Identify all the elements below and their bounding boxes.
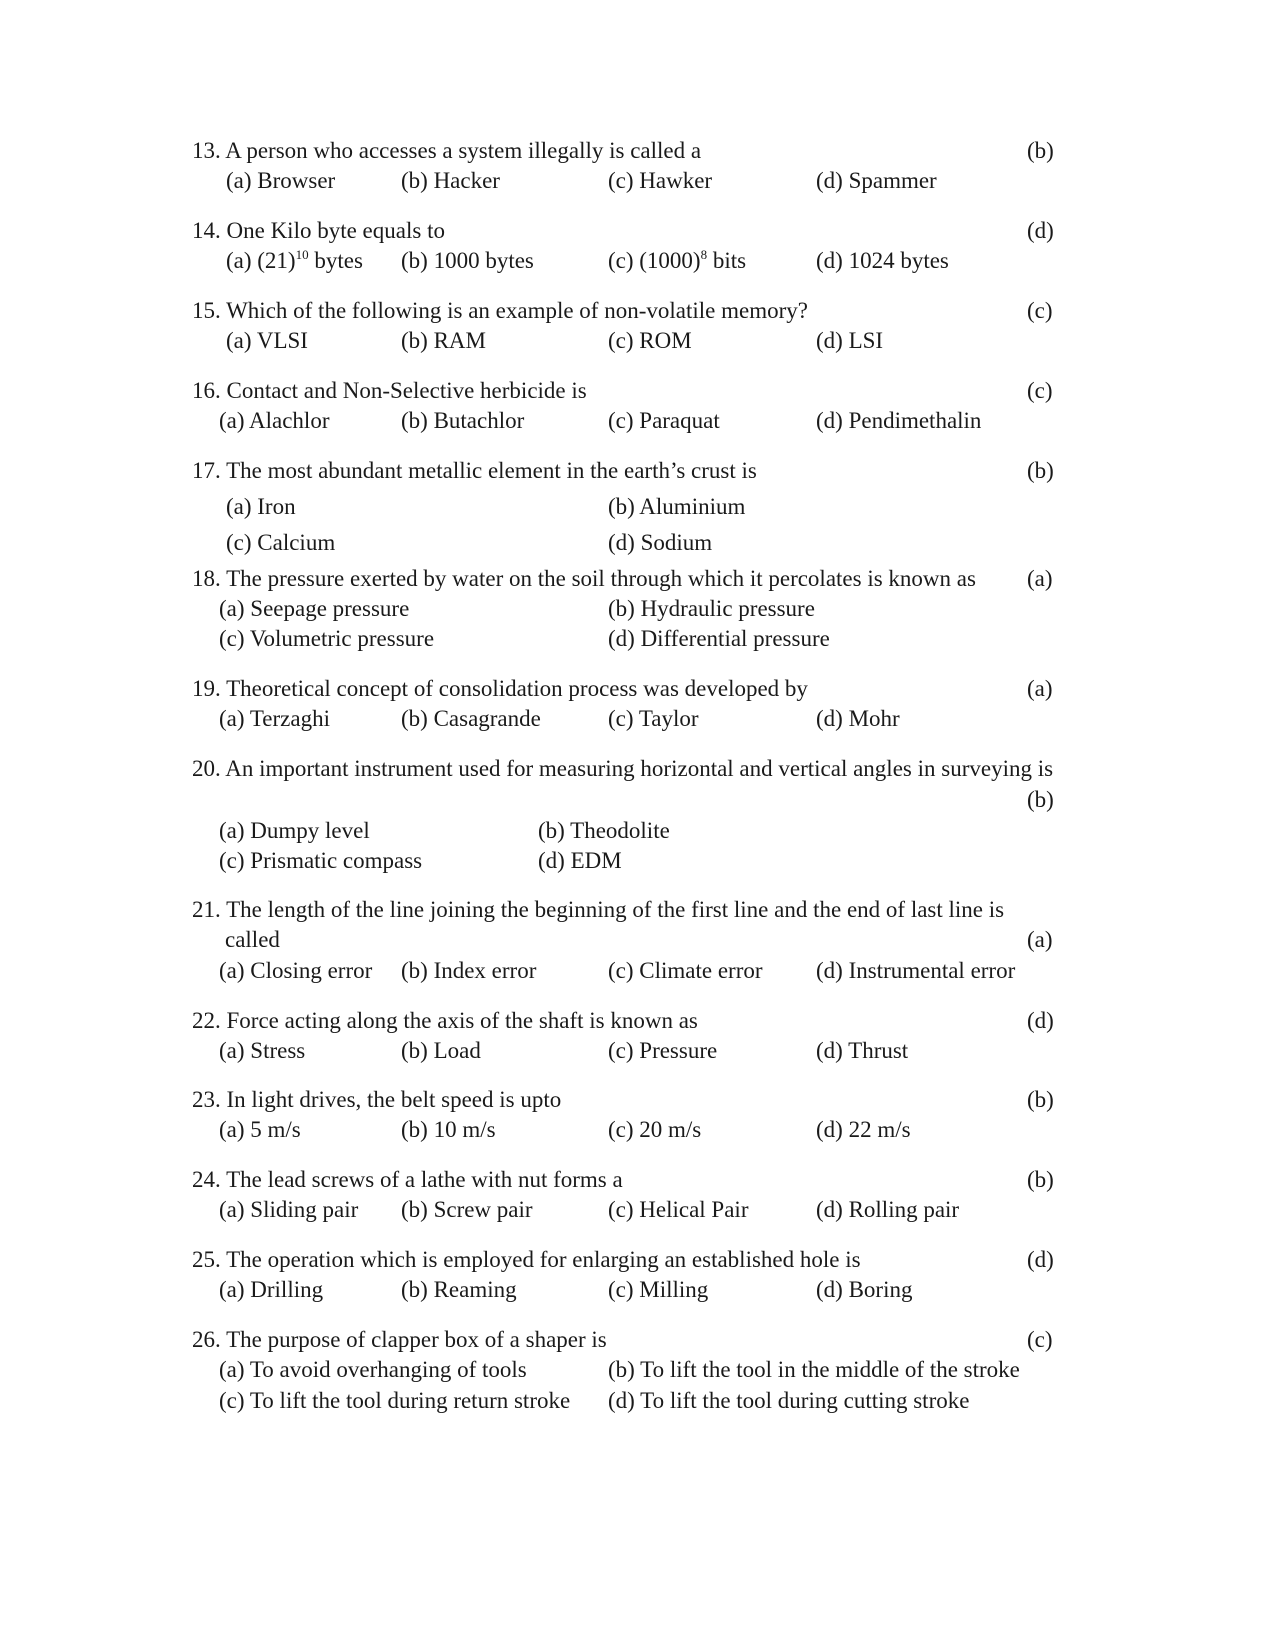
option-b: (b) 1000 bytes [401,248,534,273]
answer-key: (c) [1027,378,1053,403]
option-d: (d) Spammer [816,168,937,193]
question-number: 18. [192,566,221,591]
answer-key: (a) [1027,676,1053,701]
option-c: (c) Calcium [226,530,336,555]
question-number: 16. [192,378,221,403]
option-c: (c) Milling [608,1277,709,1302]
question-number: 24. [192,1167,221,1192]
option-b: (b) Butachlor [401,408,525,433]
option-a: (a) Dumpy level [219,818,370,843]
answer-key: (c) [1027,298,1053,323]
answer-key: (b) [1027,1087,1054,1112]
answer-key: (b) [1027,138,1054,163]
question-text: 14. One Kilo byte equals to [192,218,445,243]
option-d: (d) 22 m/s [816,1117,911,1142]
option-a: (a) Sliding pair [219,1197,359,1222]
option-d: (d) Boring [816,1277,913,1302]
option-b: (b) Aluminium [608,494,746,519]
answer-key: (b) [1027,458,1054,483]
option-c: (c) Prismatic compass [219,848,423,873]
option-b: (b) Theodolite [538,818,670,843]
answer-key: (a) [1027,927,1053,952]
question-text: 23. In light drives, the belt speed is upto [192,1087,562,1112]
question-text: 20. An important instrument used for measuring horizontal and vertical angles in surveying is [192,756,1054,781]
option-a: (a) 5 m/s [219,1117,301,1142]
option-d: (d) 1024 bytes [816,248,949,273]
question-number: 15. [192,298,221,323]
option-d: (d) EDM [538,848,622,873]
option-c: (c) $(1000)^8$ bits [608,247,747,273]
option-d: (d) LSI [816,328,884,353]
option-c: (c) Paraquat [608,408,720,433]
option-d: (d) Thrust [816,1038,909,1063]
option-a: (a) Seepage pressure [219,596,410,621]
option-c: (c) Pressure [608,1038,718,1063]
option-a: (a) VLSI [226,328,308,353]
question-number: 23. [192,1087,221,1112]
question-text: 19. Theoretical concept of consolidation process was developed by [192,676,808,701]
answer-key: (b) [1027,787,1054,812]
question-number: 22. [192,1008,221,1033]
option-d: (d) Rolling pair [816,1197,960,1222]
option-b: (b) RAM [401,328,486,353]
option-b: (b) Reaming [401,1277,517,1302]
answer-key: (d) [1027,1008,1054,1033]
option-c: (c) Helical Pair [608,1197,749,1222]
option-b: (b) Index error [401,958,537,983]
option-d: (d) Sodium [608,530,713,555]
option-a: (a) Closing error [219,958,373,983]
option-c: (c) ROM [608,328,692,353]
question-number: 26. [192,1327,221,1352]
option-c: (c) To lift the tool during return stroke [219,1388,571,1413]
question-text: 25. The operation which is employed for enlarging an established hole is [192,1247,861,1272]
option-b: (b) Load [401,1038,481,1063]
option-d: (d) Pendimethalin [816,408,982,433]
option-a: (a) $(21)^{10}$ bytes [226,247,363,273]
option-b: (b) Screw pair [401,1197,533,1222]
question-text: 26. The purpose of clapper box of a shaper is [192,1327,607,1352]
option-d: (d) Mohr [816,706,900,731]
option-d: (d) Differential pressure [608,626,830,651]
question-number: 19. [192,676,221,701]
option-b: (b) Hacker [401,168,500,193]
answer-key: (d) [1027,218,1054,243]
option-b: (b) To lift the tool in the middle of the stroke [608,1357,1020,1382]
answer-key: (a) [1027,566,1053,591]
option-a: (a) Browser [226,168,336,193]
option-b: (b) 10 m/s [401,1117,496,1142]
option-c: (c) Climate error [608,958,763,983]
option-b: (b) Casagrande [401,706,541,731]
option-c: (c) Volumetric pressure [219,626,435,651]
option-a: (a) Iron [226,494,296,519]
option-a: (a) Drilling [219,1277,324,1302]
answer-key: (c) [1027,1327,1053,1352]
option-d: (d) Instrumental error [816,958,1016,983]
option-d: (d) To lift the tool during cutting stroke [608,1388,970,1413]
question-number: 13. [192,138,221,163]
option-a: (a) Alachlor [219,408,330,433]
question-text: 18. The pressure exerted by water on the soil through which it percolates is known as [192,566,976,591]
option-c: (c) Hawker [608,168,713,193]
answer-key: (d) [1027,1247,1054,1272]
question-text: 15. Which of the following is an example of non-volatile memory? [192,298,808,323]
question-text: 21. The length of the line joining the beginning of the first line and the end of last line is [192,897,1005,922]
question-text-continued: called [225,927,280,952]
question-number: 20. [192,756,221,781]
option-a: (a) Stress [219,1038,306,1063]
option-c: (c) 20 m/s [608,1117,702,1142]
question-text: 16. Contact and Non-Selective herbicide is [192,378,587,403]
question-text: 22. Force acting along the axis of the shaft is known as [192,1008,698,1033]
option-a: (a) Terzaghi [219,706,330,731]
question-number: 25. [192,1247,221,1272]
answer-key: (b) [1027,1167,1054,1192]
question-text: 13. A person who accesses a system illegally is called a [192,138,702,163]
question-number: 14. [192,218,221,243]
option-b: (b) Hydraulic pressure [608,596,815,621]
option-a: (a) To avoid overhanging of tools [219,1357,527,1382]
question-text: 24. The lead screws of a lathe with nut forms a [192,1167,623,1192]
option-c: (c) Taylor [608,706,699,731]
question-number: 17. [192,458,221,483]
question-text: 17. The most abundant metallic element in the earth’s crust is [192,458,757,483]
question-number: 21. [192,897,221,922]
